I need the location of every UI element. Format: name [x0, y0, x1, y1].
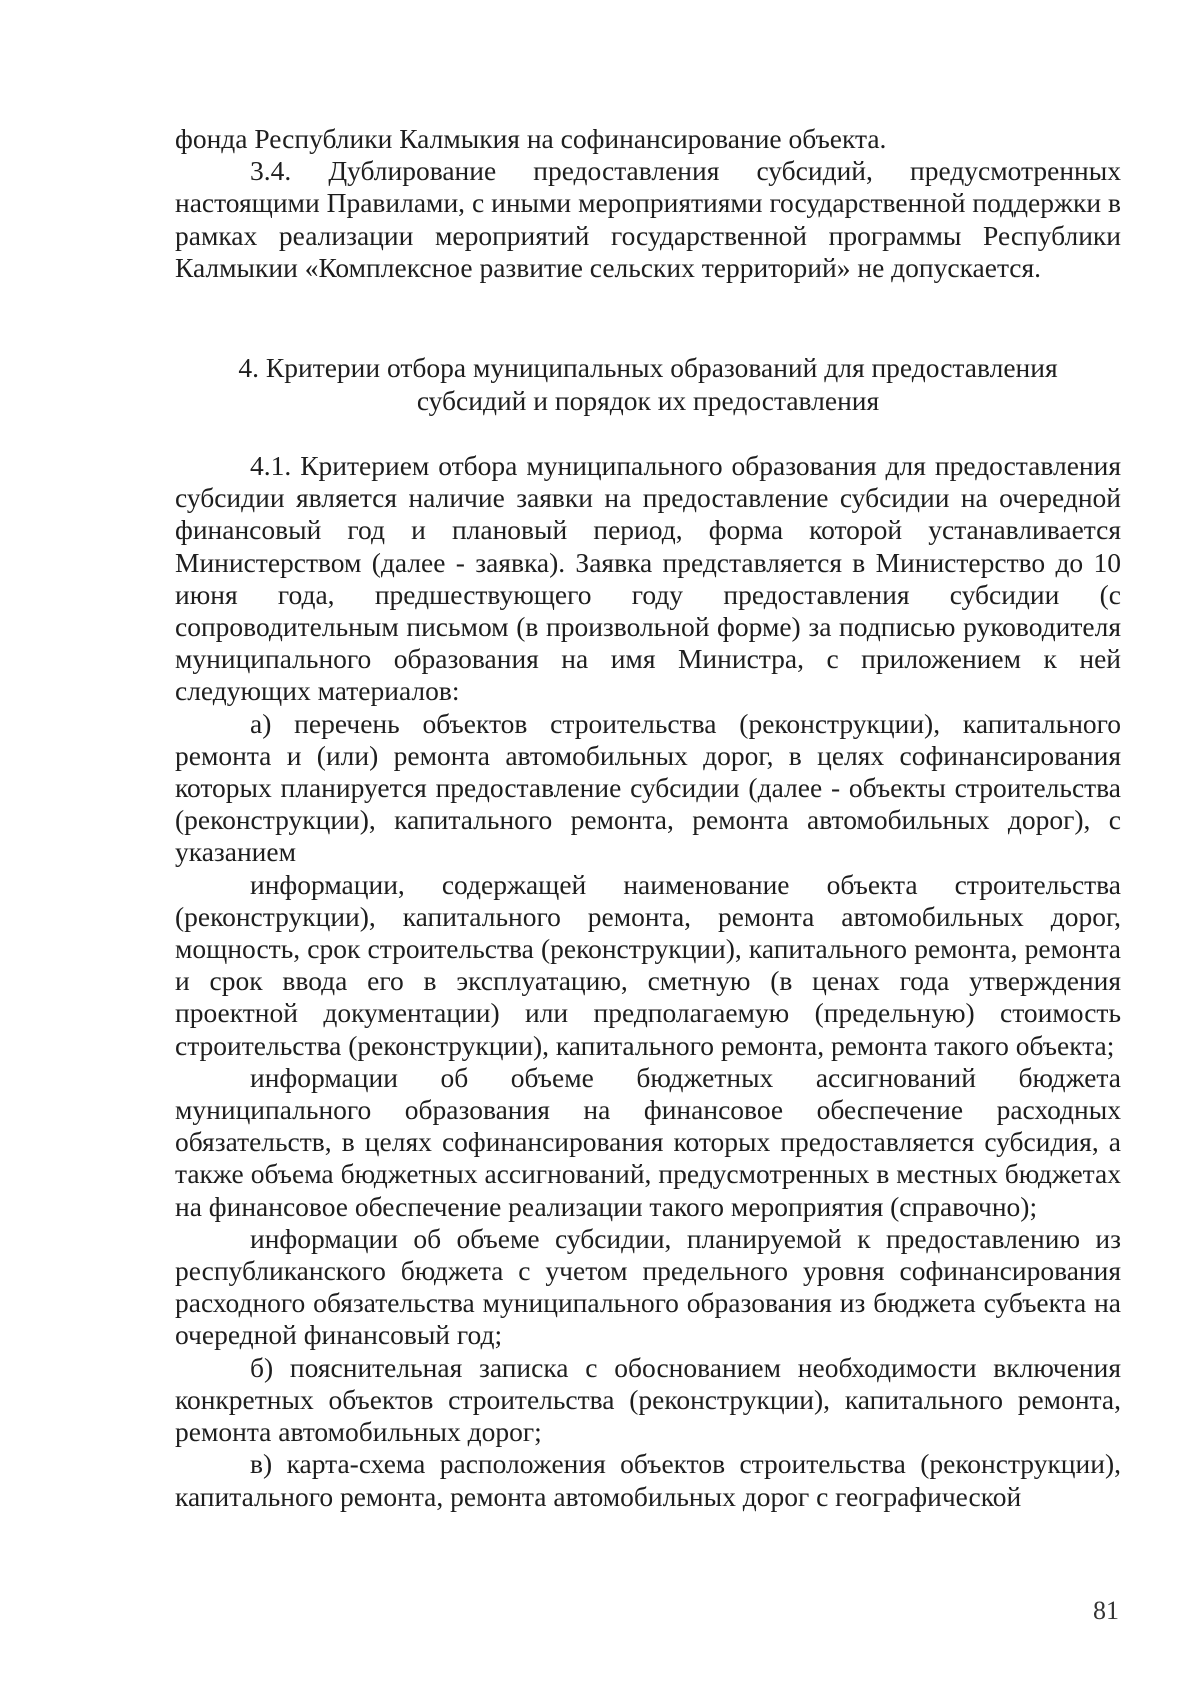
paragraph-budget-info: информации об объеме бюджетных ассигнований бюджета муниципального образования на финансовое обеспечение расходных обязательств, в целях софинансирования которых предоставляется субсидия, а также объема бюджетных ассигнований, предусмотренных в местных бюджетах на финансовое обеспечение реализации такого мероприятия (справочно);	[175, 1061, 1121, 1222]
paragraph-item-v: в) карта-схема расположения объектов строительства (реконструкции), капитального ремонта, ремонта автомобильных дорог с географической	[175, 1448, 1121, 1512]
page-number: 81	[1093, 1596, 1119, 1625]
paragraph-item-b: б) пояснительная записка с обоснованием необходимости включения конкретных объектов строительства (реконструкции), капитального ремонта, ремонта автомобильных дорог;	[175, 1351, 1121, 1448]
section-heading	[175, 352, 1121, 417]
paragraph-item-a: а) перечень объектов строительства (реконструкции), капитального ремонта и (или) ремонта автомобильных дорог, в целях софинансирования которых планируется предоставление субсидии (далее - объекты строительства (реконструкции), капитального ремонта, ремонта автомобильных дорог), с указанием	[175, 707, 1121, 868]
section-heading-line-1: 4. Критерии отбора муниципальных образований для предоставления	[238, 352, 1058, 383]
body-text-block	[175, 450, 1121, 1513]
paragraph-3-4: 3.4. Дублирование предоставления субсидий, предусмотренных настоящими Правилами, с иными мероприятиями государственной поддержки в рамках реализации мероприятий государственной программы Республики Калмыкии «Комплексное развитие сельских территорий» не допускается.	[175, 155, 1121, 283]
paragraph-subsidy-info: информации об объеме субсидии, планируемой к предоставлению из республиканского бюджета с учетом предельного уровня софинансирования расходного обязательства муниципального образования из бюджета субъекта на очередной финансовый год;	[175, 1222, 1121, 1351]
top-text-block	[175, 123, 1121, 284]
section-heading-line-2: субсидий и порядок их предоставления	[416, 384, 880, 416]
paragraph-object-info: информации, содержащей наименование объекта строительства (реконструкции), капитального ремонта, ремонта автомобильных дорог, мощность, срок строительства (реконструкции), капитального ремонта, ремонта и срок ввода его в эксплуатацию, сметную (в ценах года утверждения проектной документации) или предполагаемую (предельную) стоимость строительства (реконструкции), капитального ремонта, ремонта такого объекта;	[175, 868, 1121, 1061]
paragraph-continuation: фонда Республики Калмыкия на софинансирование объекта.	[175, 123, 887, 154]
paragraph-4-1: 4.1. Критерием отбора муниципального образования для предоставления субсидии является наличие заявки на предоставление субсидии на очередной финансовый год и плановый период, форма которой устанавливается Министерством (далее - заявка). Заявка представляется в Министерство до 10 июня года, предшествующего году предоставления субсидии (с сопроводительным письмом (в произвольной форме) за подписью руководителя муниципального образования на имя Министра, с приложением к ней следующих материалов:	[175, 450, 1121, 707]
